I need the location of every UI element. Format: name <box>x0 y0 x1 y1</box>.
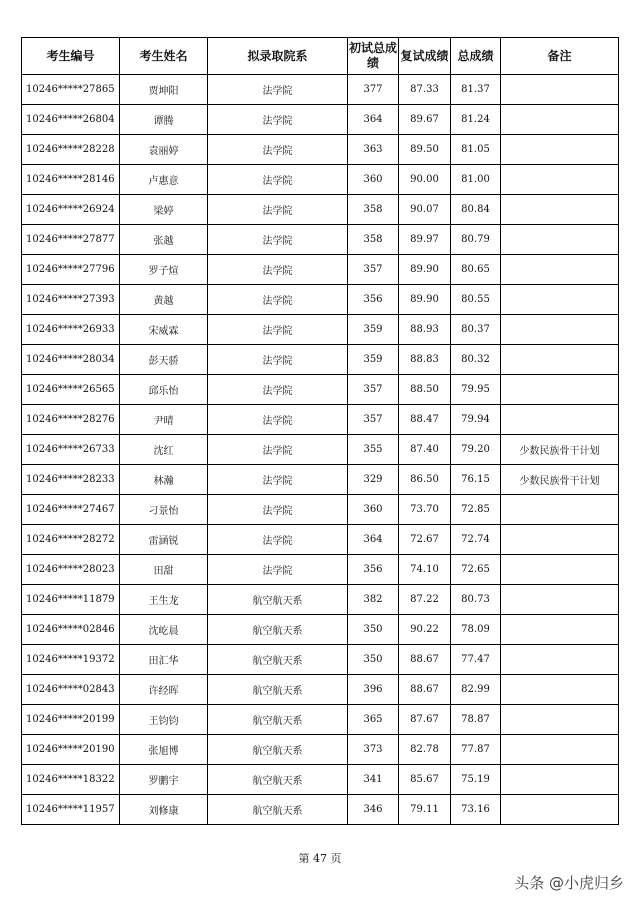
cell-total-score: 79.94 <box>451 405 501 435</box>
cell-initial-score: 358 <box>348 225 399 255</box>
cell-total-score: 81.00 <box>451 165 501 195</box>
cell-department: 法学院 <box>208 165 348 195</box>
cell-candidate-id: 10246*****28233 <box>22 465 120 495</box>
cell-total-score: 72.85 <box>451 495 501 525</box>
cell-candidate-name: 黄越 <box>120 285 208 315</box>
cell-remarks <box>501 75 619 105</box>
cell-candidate-id: 10246*****27796 <box>22 255 120 285</box>
cell-remarks <box>501 165 619 195</box>
cell-retest-score: 87.67 <box>399 705 451 735</box>
cell-total-score: 80.73 <box>451 585 501 615</box>
table-row <box>22 105 619 135</box>
cell-initial-score: 357 <box>348 405 399 435</box>
cell-department: 法学院 <box>208 495 348 525</box>
table-row <box>22 615 619 645</box>
table-row <box>22 735 619 765</box>
cell-remarks: 少数民族骨干计划 <box>501 465 619 495</box>
cell-remarks <box>501 705 619 735</box>
cell-department: 法学院 <box>208 525 348 555</box>
table-row <box>22 585 619 615</box>
cell-initial-score: 360 <box>348 495 399 525</box>
cell-initial-score: 360 <box>348 165 399 195</box>
header-retest-score: 复试成绩 <box>399 38 451 75</box>
cell-total-score: 76.15 <box>451 465 501 495</box>
cell-remarks <box>501 255 619 285</box>
cell-total-score: 77.87 <box>451 735 501 765</box>
cell-candidate-id: 10246*****26733 <box>22 435 120 465</box>
cell-retest-score: 85.67 <box>399 765 451 795</box>
table-row <box>22 405 619 435</box>
cell-candidate-id: 10246*****02843 <box>22 675 120 705</box>
header-candidate-id: 考生编号 <box>22 38 120 75</box>
cell-department: 法学院 <box>208 315 348 345</box>
cell-department: 法学院 <box>208 285 348 315</box>
cell-department: 航空航天系 <box>208 585 348 615</box>
cell-total-score: 81.05 <box>451 135 501 165</box>
cell-retest-score: 88.47 <box>399 405 451 435</box>
cell-total-score: 73.16 <box>451 795 501 825</box>
cell-total-score: 80.65 <box>451 255 501 285</box>
cell-candidate-id: 10246*****20190 <box>22 735 120 765</box>
cell-candidate-name: 刘修康 <box>120 795 208 825</box>
header-row <box>22 38 619 75</box>
cell-retest-score: 89.90 <box>399 255 451 285</box>
cell-candidate-id: 10246*****28146 <box>22 165 120 195</box>
cell-remarks <box>501 225 619 255</box>
table-row <box>22 165 619 195</box>
cell-remarks <box>501 525 619 555</box>
cell-department: 法学院 <box>208 105 348 135</box>
table-row <box>22 375 619 405</box>
cell-candidate-id: 10246*****28272 <box>22 525 120 555</box>
cell-candidate-name: 贾坤阳 <box>120 75 208 105</box>
cell-initial-score: 341 <box>348 765 399 795</box>
cell-candidate-id: 10246*****20199 <box>22 705 120 735</box>
table-row <box>22 435 619 465</box>
cell-candidate-id: 10246*****11957 <box>22 795 120 825</box>
cell-initial-score: 363 <box>348 135 399 165</box>
cell-initial-score: 377 <box>348 75 399 105</box>
table-row <box>22 135 619 165</box>
cell-candidate-id: 10246*****28034 <box>22 345 120 375</box>
cell-department: 法学院 <box>208 135 348 165</box>
cell-candidate-name: 林瀚 <box>120 465 208 495</box>
cell-total-score: 80.37 <box>451 315 501 345</box>
cell-department: 航空航天系 <box>208 615 348 645</box>
cell-initial-score: 350 <box>348 645 399 675</box>
cell-candidate-name: 王钧钧 <box>120 705 208 735</box>
cell-department: 法学院 <box>208 225 348 255</box>
cell-remarks <box>501 675 619 705</box>
header-initial-score: 初试总成绩 <box>348 38 399 75</box>
cell-candidate-name: 彭天骄 <box>120 345 208 375</box>
cell-total-score: 81.24 <box>451 105 501 135</box>
cell-initial-score: 329 <box>348 465 399 495</box>
cell-retest-score: 88.67 <box>399 675 451 705</box>
cell-total-score: 80.55 <box>451 285 501 315</box>
cell-candidate-id: 10246*****27877 <box>22 225 120 255</box>
cell-candidate-name: 张越 <box>120 225 208 255</box>
cell-total-score: 80.84 <box>451 195 501 225</box>
cell-total-score: 78.87 <box>451 705 501 735</box>
cell-candidate-name: 沈屹晨 <box>120 615 208 645</box>
table-row <box>22 345 619 375</box>
cell-candidate-name: 尹晴 <box>120 405 208 435</box>
cell-total-score: 75.19 <box>451 765 501 795</box>
table-row <box>22 495 619 525</box>
cell-remarks <box>501 195 619 225</box>
cell-initial-score: 350 <box>348 615 399 645</box>
cell-candidate-id: 10246*****18322 <box>22 765 120 795</box>
cell-remarks <box>501 135 619 165</box>
cell-retest-score: 86.50 <box>399 465 451 495</box>
cell-remarks <box>501 645 619 675</box>
cell-candidate-name: 邱乐怡 <box>120 375 208 405</box>
cell-candidate-id: 10246*****28023 <box>22 555 120 585</box>
cell-candidate-name: 卢惠意 <box>120 165 208 195</box>
table-row <box>22 315 619 345</box>
cell-department: 法学院 <box>208 255 348 285</box>
table-row <box>22 285 619 315</box>
cell-candidate-name: 宋威霖 <box>120 315 208 345</box>
cell-remarks <box>501 795 619 825</box>
cell-candidate-id: 10246*****02846 <box>22 615 120 645</box>
cell-initial-score: 365 <box>348 705 399 735</box>
cell-retest-score: 87.40 <box>399 435 451 465</box>
cell-remarks <box>501 285 619 315</box>
cell-retest-score: 90.00 <box>399 165 451 195</box>
cell-total-score: 77.47 <box>451 645 501 675</box>
cell-remarks: 少数民族骨干计划 <box>501 435 619 465</box>
cell-initial-score: 382 <box>348 585 399 615</box>
cell-retest-score: 88.93 <box>399 315 451 345</box>
cell-initial-score: 357 <box>348 375 399 405</box>
cell-retest-score: 82.78 <box>399 735 451 765</box>
header-remarks: 备注 <box>501 38 619 75</box>
cell-initial-score: 346 <box>348 795 399 825</box>
cell-candidate-id: 10246*****26804 <box>22 105 120 135</box>
table-row <box>22 675 619 705</box>
cell-department: 法学院 <box>208 435 348 465</box>
table-row <box>22 525 619 555</box>
table-row <box>22 645 619 675</box>
cell-candidate-id: 10246*****26565 <box>22 375 120 405</box>
cell-remarks <box>501 345 619 375</box>
cell-retest-score: 90.07 <box>399 195 451 225</box>
cell-retest-score: 89.97 <box>399 225 451 255</box>
cell-remarks <box>501 555 619 585</box>
header-total-score: 总成绩 <box>451 38 501 75</box>
cell-candidate-id: 10246*****27467 <box>22 495 120 525</box>
cell-total-score: 80.79 <box>451 225 501 255</box>
cell-candidate-name: 许经晖 <box>120 675 208 705</box>
cell-initial-score: 373 <box>348 735 399 765</box>
cell-total-score: 78.09 <box>451 615 501 645</box>
cell-department: 法学院 <box>208 465 348 495</box>
table-row <box>22 225 619 255</box>
cell-candidate-id: 10246*****19372 <box>22 645 120 675</box>
cell-remarks <box>501 765 619 795</box>
cell-retest-score: 74.10 <box>399 555 451 585</box>
cell-candidate-id: 10246*****28276 <box>22 405 120 435</box>
cell-retest-score: 87.22 <box>399 585 451 615</box>
table-row <box>22 705 619 735</box>
table-body <box>22 75 619 825</box>
cell-candidate-name: 谭腾 <box>120 105 208 135</box>
cell-candidate-name: 张旭博 <box>120 735 208 765</box>
table-row <box>22 765 619 795</box>
cell-department: 法学院 <box>208 555 348 585</box>
cell-total-score: 72.74 <box>451 525 501 555</box>
cell-department: 航空航天系 <box>208 645 348 675</box>
cell-retest-score: 88.67 <box>399 645 451 675</box>
cell-total-score: 79.20 <box>451 435 501 465</box>
admission-table <box>21 37 619 825</box>
table-row <box>22 195 619 225</box>
cell-department: 法学院 <box>208 195 348 225</box>
cell-candidate-name: 梁婷 <box>120 195 208 225</box>
cell-candidate-name: 王生龙 <box>120 585 208 615</box>
cell-initial-score: 364 <box>348 105 399 135</box>
cell-candidate-id: 10246*****27865 <box>22 75 120 105</box>
table-row <box>22 795 619 825</box>
cell-initial-score: 358 <box>348 195 399 225</box>
cell-department: 航空航天系 <box>208 705 348 735</box>
cell-retest-score: 88.50 <box>399 375 451 405</box>
cell-remarks <box>501 375 619 405</box>
cell-candidate-name: 沈红 <box>120 435 208 465</box>
cell-candidate-id: 10246*****26933 <box>22 315 120 345</box>
table-row <box>22 465 619 495</box>
cell-total-score: 72.65 <box>451 555 501 585</box>
header-department: 拟录取院系 <box>208 38 348 75</box>
cell-total-score: 81.37 <box>451 75 501 105</box>
cell-department: 法学院 <box>208 75 348 105</box>
cell-candidate-name: 雷涵锐 <box>120 525 208 555</box>
cell-remarks <box>501 315 619 345</box>
cell-remarks <box>501 735 619 765</box>
cell-department: 法学院 <box>208 375 348 405</box>
header-candidate-name: 考生姓名 <box>120 38 208 75</box>
page-number: 第 47 页 <box>298 852 342 865</box>
cell-department: 航空航天系 <box>208 765 348 795</box>
cell-department: 法学院 <box>208 345 348 375</box>
cell-retest-score: 87.33 <box>399 75 451 105</box>
cell-candidate-name: 罗子煊 <box>120 255 208 285</box>
cell-retest-score: 90.22 <box>399 615 451 645</box>
cell-remarks <box>501 615 619 645</box>
cell-remarks <box>501 405 619 435</box>
cell-department: 航空航天系 <box>208 795 348 825</box>
cell-initial-score: 364 <box>348 525 399 555</box>
cell-candidate-id: 10246*****11879 <box>22 585 120 615</box>
cell-department: 法学院 <box>208 405 348 435</box>
table-row <box>22 555 619 585</box>
cell-remarks <box>501 105 619 135</box>
table-row <box>22 255 619 285</box>
table-row <box>22 75 619 105</box>
cell-candidate-name: 田汇华 <box>120 645 208 675</box>
cell-total-score: 80.32 <box>451 345 501 375</box>
cell-total-score: 79.95 <box>451 375 501 405</box>
cell-retest-score: 73.70 <box>399 495 451 525</box>
cell-candidate-name: 袁丽婷 <box>120 135 208 165</box>
cell-retest-score: 89.50 <box>399 135 451 165</box>
cell-candidate-name: 罗鹏宇 <box>120 765 208 795</box>
cell-retest-score: 72.67 <box>399 525 451 555</box>
cell-total-score: 82.99 <box>451 675 501 705</box>
cell-candidate-id: 10246*****26924 <box>22 195 120 225</box>
cell-initial-score: 359 <box>348 315 399 345</box>
cell-initial-score: 357 <box>348 255 399 285</box>
cell-candidate-name: 田甜 <box>120 555 208 585</box>
watermark: 头条 @小虎归乡 <box>514 874 624 892</box>
cell-department: 航空航天系 <box>208 735 348 765</box>
cell-candidate-name: 刁景怡 <box>120 495 208 525</box>
cell-initial-score: 396 <box>348 675 399 705</box>
cell-initial-score: 356 <box>348 285 399 315</box>
cell-retest-score: 89.67 <box>399 105 451 135</box>
cell-remarks <box>501 585 619 615</box>
cell-retest-score: 89.90 <box>399 285 451 315</box>
cell-retest-score: 79.11 <box>399 795 451 825</box>
cell-retest-score: 88.83 <box>399 345 451 375</box>
cell-initial-score: 355 <box>348 435 399 465</box>
cell-initial-score: 359 <box>348 345 399 375</box>
cell-department: 航空航天系 <box>208 675 348 705</box>
cell-candidate-id: 10246*****28228 <box>22 135 120 165</box>
cell-candidate-id: 10246*****27393 <box>22 285 120 315</box>
cell-remarks <box>501 495 619 525</box>
cell-initial-score: 356 <box>348 555 399 585</box>
admission-table-container <box>21 37 619 825</box>
